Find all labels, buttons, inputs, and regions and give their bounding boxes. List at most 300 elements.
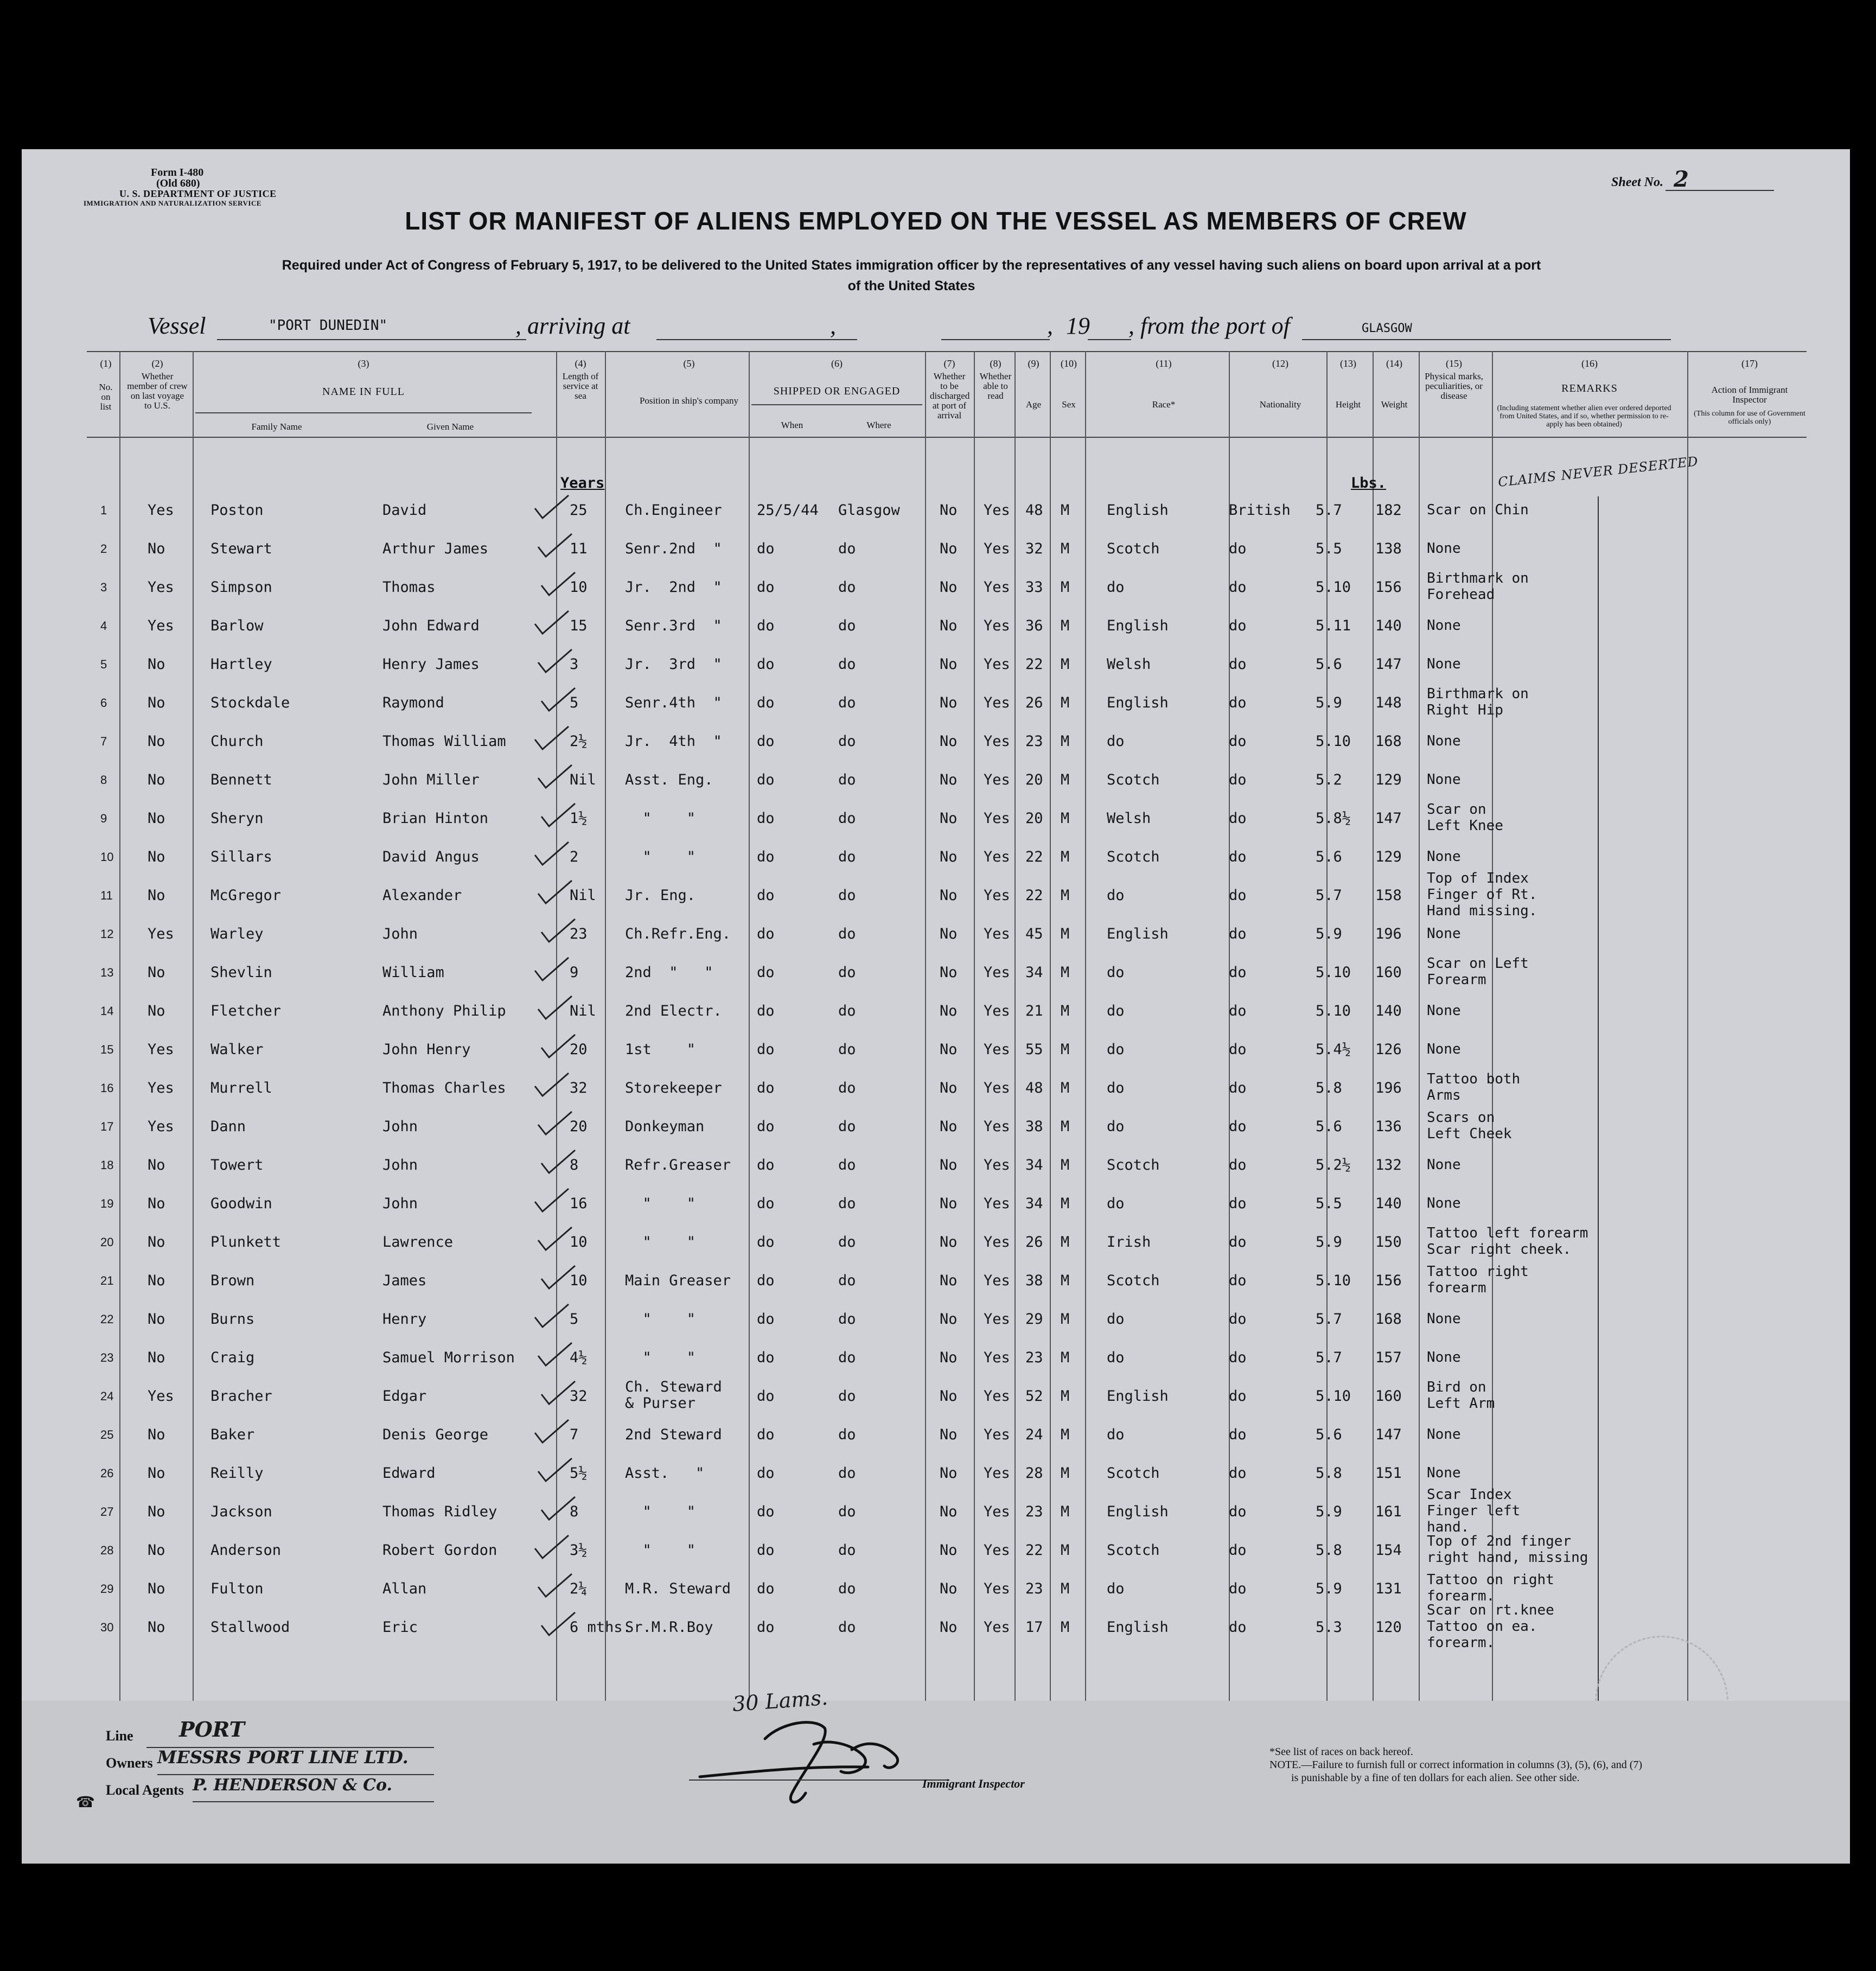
- family-name-cell: Fletcher: [210, 1003, 282, 1019]
- sex-cell: M: [1061, 617, 1070, 634]
- height-cell: 5.10: [1316, 1272, 1351, 1289]
- agents-underline: [193, 1801, 434, 1802]
- discharged-cell: No: [940, 1388, 958, 1405]
- check-mark-icon: [531, 492, 574, 525]
- position-cell: 2nd " ": [625, 964, 713, 981]
- shipped-when-cell: do: [757, 1465, 775, 1482]
- remarks-bracket-line: [1598, 496, 1599, 1809]
- race-cell: do: [1107, 1080, 1125, 1096]
- weight-cell: 151: [1375, 1465, 1402, 1482]
- column-number: (5): [683, 358, 695, 369]
- prev-voyage-cell: No: [148, 1157, 165, 1173]
- prev-voyage-cell: No: [148, 1619, 165, 1636]
- shipped-where-cell: do: [838, 964, 856, 981]
- height-cell: 5.9: [1316, 1234, 1342, 1251]
- column-number: (6): [831, 358, 843, 369]
- service-length-cell: 5: [570, 694, 579, 711]
- age-cell: 23: [1025, 1503, 1043, 1520]
- shipped-where-cell: do: [838, 1272, 856, 1289]
- given-name-cell: Thomas: [382, 579, 436, 596]
- service-length-cell: 16: [570, 1195, 588, 1212]
- column-header: Sex: [1062, 399, 1076, 410]
- discharged-cell: No: [940, 1272, 958, 1289]
- age-cell: 32: [1025, 540, 1043, 557]
- physical-marks-cell: Top of 2nd finger right hand, missing: [1427, 1533, 1588, 1566]
- nationality-cell: do: [1229, 1118, 1247, 1135]
- nationality-cell: do: [1229, 1195, 1247, 1212]
- prev-voyage-cell: No: [148, 1426, 165, 1443]
- sex-cell: M: [1061, 1465, 1070, 1482]
- check-mark-icon: [531, 1301, 574, 1334]
- column-rule: [1014, 351, 1016, 1702]
- race-cell: English: [1107, 1619, 1169, 1636]
- discharged-cell: No: [940, 1195, 958, 1212]
- shipped-when-cell: do: [757, 579, 775, 596]
- owners-label: Owners: [106, 1755, 153, 1771]
- family-name-cell: Barlow: [210, 617, 264, 634]
- column-header: Whether member of crew on last voyage to U.S.: [127, 371, 188, 411]
- nationality-cell: do: [1229, 926, 1247, 942]
- nationality-cell: do: [1229, 1041, 1247, 1058]
- shipped-when-cell: 25/5/44: [757, 502, 819, 519]
- service-length-cell: 10: [570, 579, 588, 596]
- sex-cell: M: [1061, 1388, 1070, 1405]
- position-cell: Ch.Refr.Eng.: [625, 926, 731, 942]
- race-cell: English: [1107, 1503, 1169, 1520]
- check-mark-icon: [537, 1262, 580, 1295]
- column-number: (13): [1340, 358, 1356, 369]
- prev-voyage-cell: No: [148, 1465, 165, 1482]
- year-comma: ,: [1047, 312, 1053, 339]
- prev-voyage-cell: Yes: [148, 1388, 174, 1405]
- position-cell: Senr.2nd ": [625, 540, 722, 557]
- given-name-cell: Anthony Philip: [382, 1003, 506, 1019]
- discharged-cell: No: [940, 1426, 958, 1443]
- row-number: 27: [100, 1505, 114, 1519]
- sex-cell: M: [1061, 887, 1070, 904]
- service-length-cell: 8: [570, 1503, 579, 1520]
- given-name-cell: Edgar: [382, 1388, 427, 1405]
- shipped-where-cell: do: [838, 1580, 856, 1597]
- physical-marks-cell: None: [1427, 926, 1461, 942]
- able-to-read-cell: Yes: [984, 771, 1010, 788]
- weight-cell: 160: [1375, 964, 1402, 981]
- race-cell: Welsh: [1107, 656, 1151, 673]
- weight-cell: 140: [1375, 617, 1402, 634]
- age-cell: 26: [1025, 694, 1043, 711]
- where-subheader: Where: [866, 420, 891, 430]
- shipped-when-cell: do: [757, 1542, 775, 1559]
- age-cell: 34: [1025, 1157, 1043, 1173]
- shipped-when-cell: do: [757, 617, 775, 634]
- row-number: 15: [100, 1043, 114, 1056]
- able-to-read-cell: Yes: [984, 502, 1010, 519]
- action-note: (This column for use of Government officials only): [1694, 410, 1805, 426]
- age-cell: 48: [1025, 1080, 1043, 1096]
- age-cell: 23: [1025, 733, 1043, 750]
- family-name-cell: Sheryn: [210, 810, 264, 827]
- age-cell: 45: [1025, 926, 1043, 942]
- prev-voyage-cell: No: [148, 733, 165, 750]
- sex-cell: M: [1061, 1503, 1070, 1520]
- discharged-cell: No: [940, 1157, 958, 1173]
- column-number: (3): [358, 358, 369, 369]
- nationality-cell: do: [1229, 1234, 1247, 1251]
- prev-voyage-cell: Yes: [148, 1041, 174, 1058]
- prev-voyage-cell: Yes: [148, 1080, 174, 1096]
- row-number: 10: [100, 850, 114, 864]
- year-prefix: 19: [1066, 312, 1090, 339]
- sex-cell: M: [1061, 1619, 1070, 1636]
- given-name-cell: Robert Gordon: [382, 1542, 497, 1559]
- age-cell: 26: [1025, 1234, 1043, 1251]
- family-name-cell: Baker: [210, 1426, 255, 1443]
- nationality-cell: do: [1229, 1503, 1247, 1520]
- position-cell: Ch.Engineer: [625, 502, 722, 519]
- family-name-cell: Sillars: [210, 849, 272, 865]
- height-cell: 5.8½: [1316, 810, 1351, 827]
- check-mark-icon: [531, 1532, 574, 1565]
- able-to-read-cell: Yes: [984, 1080, 1010, 1096]
- race-cell: do: [1107, 1118, 1125, 1135]
- check-mark-icon: [531, 608, 574, 640]
- position-cell: 2nd Steward: [625, 1426, 722, 1443]
- from-port-label: , from the port of: [1128, 312, 1290, 339]
- age-cell: 52: [1025, 1388, 1043, 1405]
- column-rule: [1050, 351, 1051, 1702]
- family-name-cell: Stallwood: [210, 1619, 290, 1636]
- weight-cell: 196: [1375, 926, 1402, 942]
- given-name-cell: David Angus: [382, 849, 480, 865]
- given-name-cell: Edward: [382, 1465, 436, 1482]
- able-to-read-cell: Yes: [984, 1426, 1010, 1443]
- physical-marks-cell: Scar on Left Knee: [1427, 801, 1503, 834]
- check-mark-icon: [537, 1609, 580, 1642]
- check-mark-icon: [537, 916, 580, 948]
- height-cell: 5.7: [1316, 1349, 1342, 1366]
- inspector-label: Immigrant Inspector: [922, 1777, 1025, 1790]
- prev-voyage-cell: No: [148, 1580, 165, 1597]
- row-number: 20: [100, 1235, 114, 1249]
- check-mark-icon: [531, 1070, 574, 1102]
- weight-cell: 147: [1375, 656, 1402, 673]
- sex-cell: M: [1061, 1311, 1070, 1328]
- weight-cell: 126: [1375, 1041, 1402, 1058]
- shipped-where-cell: do: [838, 579, 856, 596]
- sex-cell: M: [1061, 1118, 1070, 1135]
- service-length-cell: 20: [570, 1118, 588, 1135]
- age-cell: 38: [1025, 1272, 1043, 1289]
- nationality-cell: do: [1229, 810, 1247, 827]
- service-length-cell: 8: [570, 1157, 579, 1173]
- check-mark-icon: [537, 1031, 580, 1064]
- given-name-cell: Raymond: [382, 694, 444, 711]
- family-name-cell: Brown: [210, 1272, 255, 1289]
- age-cell: 55: [1025, 1041, 1043, 1058]
- shipped-where-cell: do: [838, 694, 856, 711]
- shipped-when-cell: do: [757, 1349, 775, 1366]
- race-cell: do: [1107, 1349, 1125, 1366]
- able-to-read-cell: Yes: [984, 1195, 1010, 1212]
- able-to-read-cell: Yes: [984, 1388, 1010, 1405]
- age-cell: 22: [1025, 1542, 1043, 1559]
- age-cell: 24: [1025, 1426, 1043, 1443]
- service-length-cell: 9: [570, 964, 579, 981]
- sex-cell: M: [1061, 1003, 1070, 1019]
- age-cell: 23: [1025, 1580, 1043, 1597]
- column-header: No. on list: [99, 382, 113, 412]
- given-name-cell: John Miller: [382, 771, 480, 788]
- shipped-when-cell: do: [757, 810, 775, 827]
- weight-cell: 136: [1375, 1118, 1402, 1135]
- discharged-cell: No: [940, 1080, 958, 1096]
- family-name-cell: Craig: [210, 1349, 255, 1366]
- position-cell: 1st ": [625, 1041, 696, 1058]
- prev-voyage-cell: No: [148, 540, 165, 557]
- able-to-read-cell: Yes: [984, 964, 1010, 981]
- able-to-read-cell: Yes: [984, 810, 1010, 827]
- discharged-cell: No: [940, 1542, 958, 1559]
- check-mark-icon: [531, 954, 574, 987]
- column-number: (17): [1741, 358, 1758, 369]
- check-mark-icon: [534, 993, 577, 1025]
- nationality-cell: do: [1229, 656, 1247, 673]
- height-cell: 5.8: [1316, 1465, 1342, 1482]
- shipped-when-cell: do: [757, 1195, 775, 1212]
- column-number: (16): [1581, 358, 1598, 369]
- department-name: U. S. DEPARTMENT OF JUSTICE: [119, 188, 277, 199]
- given-name-cell: Samuel Morrison: [382, 1349, 515, 1366]
- column-header: Physical marks, peculiarities, or disease: [1425, 371, 1483, 401]
- given-name-cell: William: [382, 964, 444, 981]
- nationality-cell: do: [1229, 1542, 1247, 1559]
- manifest-subtitle-line1: Required under Act of Congress of February 5, 1917, to be delivered to the United States immigration officer by the representatives of any vessel having such aliens on board upon arrival at a port: [282, 258, 1541, 273]
- position-cell: M.R. Steward: [625, 1580, 731, 1597]
- able-to-read-cell: Yes: [984, 656, 1010, 673]
- column-rule: [1419, 351, 1420, 1702]
- check-mark-icon: [534, 1455, 577, 1488]
- family-name-cell: Murrell: [210, 1080, 272, 1096]
- shipped-when-cell: do: [757, 771, 775, 788]
- row-number: 11: [100, 889, 113, 902]
- row-number: 19: [100, 1197, 114, 1210]
- shipped-when-cell: do: [757, 1426, 775, 1443]
- prev-voyage-cell: Yes: [148, 1118, 174, 1135]
- able-to-read-cell: Yes: [984, 1311, 1010, 1328]
- family-name-cell: Poston: [210, 502, 264, 519]
- column-number: (14): [1386, 358, 1402, 369]
- position-cell: Asst. Eng.: [625, 771, 713, 788]
- nationality-cell: do: [1229, 1272, 1247, 1289]
- physical-marks-cell: Birthmark on Forehead: [1427, 570, 1529, 603]
- race-cell: do: [1107, 1426, 1125, 1443]
- nationality-cell: do: [1229, 964, 1247, 981]
- nationality-cell: do: [1229, 887, 1247, 904]
- nationality-cell: do: [1229, 1311, 1247, 1328]
- height-cell: 5.7: [1316, 1311, 1342, 1328]
- discharged-cell: No: [940, 617, 958, 634]
- able-to-read-cell: Yes: [984, 617, 1010, 634]
- family-name-cell: Dann: [210, 1118, 246, 1135]
- column-number: (7): [943, 358, 955, 369]
- service-length-cell: 2¼: [570, 1580, 588, 1597]
- shipped-when-cell: do: [757, 926, 775, 942]
- check-mark-icon: [537, 1378, 580, 1411]
- header-bottom-rule: [87, 437, 1807, 438]
- shipped-when-cell: do: [757, 1272, 775, 1289]
- able-to-read-cell: Yes: [984, 1272, 1010, 1289]
- position-cell: Jr. Eng.: [625, 887, 696, 904]
- prev-voyage-cell: No: [148, 1234, 165, 1251]
- vessel-name: "PORT DUNEDIN": [269, 317, 388, 334]
- shipped-where-cell: do: [838, 926, 856, 942]
- shipped-when-cell: do: [757, 1118, 775, 1135]
- shipped-where-cell: do: [838, 887, 856, 904]
- shipped-when-cell: do: [757, 887, 775, 904]
- row-number: 17: [100, 1120, 114, 1133]
- race-cell: Scotch: [1107, 1272, 1160, 1289]
- given-name-cell: John: [382, 1195, 418, 1212]
- weight-cell: 120: [1375, 1619, 1402, 1636]
- family-name-cell: McGregor: [210, 887, 282, 904]
- physical-marks-cell: None: [1427, 1426, 1461, 1443]
- physical-marks-cell: None: [1427, 1041, 1461, 1057]
- races-note: *See list of races on back hereof.: [1269, 1746, 1413, 1758]
- given-name-cell: John: [382, 1118, 418, 1135]
- discharged-cell: No: [940, 1580, 958, 1597]
- agents-value: P. HENDERSON & Co.: [193, 1776, 392, 1795]
- position-cell: Ch. Steward & Purser: [625, 1379, 722, 1412]
- row-number: 21: [100, 1274, 114, 1287]
- discharged-cell: No: [940, 1003, 958, 1019]
- position-cell: 2nd Electr.: [625, 1003, 722, 1019]
- physical-marks-cell: None: [1427, 1465, 1461, 1481]
- prev-voyage-cell: No: [148, 694, 165, 711]
- check-mark-icon: [534, 531, 577, 563]
- given-name-cell: Thomas Ridley: [382, 1503, 497, 1520]
- check-mark-icon: [531, 1417, 574, 1449]
- physical-marks-cell: Scars on Left Cheek: [1427, 1109, 1512, 1142]
- sex-cell: M: [1061, 540, 1070, 557]
- check-mark-icon: [534, 1339, 577, 1372]
- family-name-cell: Hartley: [210, 656, 272, 673]
- able-to-read-cell: Yes: [984, 540, 1010, 557]
- race-cell: do: [1107, 1195, 1125, 1212]
- column-number: (10): [1061, 358, 1077, 369]
- age-cell: 33: [1025, 579, 1043, 596]
- shipped-where-cell: do: [838, 771, 856, 788]
- sheet-number-underline: [1666, 190, 1774, 191]
- age-cell: 38: [1025, 1118, 1043, 1135]
- inspector-underline: [689, 1779, 949, 1781]
- from-port-underline: [1302, 339, 1671, 340]
- position-cell: " ": [625, 1311, 696, 1328]
- position-cell: Storekeeper: [625, 1080, 722, 1096]
- sex-cell: M: [1061, 926, 1070, 942]
- age-cell: 22: [1025, 656, 1043, 673]
- manifest-subtitle-line2: of the United States: [847, 278, 975, 294]
- form-old-number: (Old 680): [156, 177, 200, 189]
- physical-marks-cell: Birthmark on Right Hip: [1427, 686, 1529, 718]
- given-name-cell: Eric: [382, 1619, 418, 1636]
- weight-cell: 158: [1375, 887, 1402, 904]
- check-mark-icon: [531, 1185, 574, 1218]
- discharged-cell: No: [940, 656, 958, 673]
- prev-voyage-cell: Yes: [148, 502, 174, 519]
- sex-cell: M: [1061, 1542, 1070, 1559]
- discharged-cell: No: [940, 1503, 958, 1520]
- header-top-rule: [87, 351, 1807, 352]
- shipped-when-cell: do: [757, 1041, 775, 1058]
- given-name-cell: John Henry: [382, 1041, 471, 1058]
- prev-voyage-cell: No: [148, 1311, 165, 1328]
- physical-marks-cell: Top of Index Finger of Rt. Hand missing.: [1427, 870, 1537, 919]
- age-cell: 48: [1025, 502, 1043, 519]
- row-number: 4: [100, 619, 107, 633]
- family-name-cell: Jackson: [210, 1503, 272, 1520]
- discharged-cell: No: [940, 579, 958, 596]
- column-header: Age: [1025, 399, 1042, 410]
- form-number: Form I-480: [151, 167, 204, 178]
- age-cell: 22: [1025, 849, 1043, 865]
- phone-icon: ☎: [76, 1793, 95, 1811]
- height-cell: 5.7: [1316, 502, 1342, 519]
- race-cell: do: [1107, 733, 1125, 750]
- service-length-cell: Nil: [570, 1003, 596, 1019]
- physical-marks-cell: Scar Index Finger left hand.: [1427, 1487, 1521, 1535]
- penalty-note-1: NOTE.—Failure to furnish full or correct information in columns (3), (5), (6), and (7): [1269, 1759, 1643, 1771]
- column-number: (12): [1272, 358, 1288, 369]
- shipped-when-cell: do: [757, 1234, 775, 1251]
- column-header: Action of Immigrant Inspector: [1711, 385, 1788, 405]
- column-rule: [749, 351, 750, 1702]
- prev-voyage-cell: No: [148, 810, 165, 827]
- column-header: Whether able to read: [979, 371, 1012, 401]
- owners-value: MESSRS PORT LINE LTD.: [157, 1747, 409, 1768]
- family-name-cell: Fulton: [210, 1580, 264, 1597]
- nationality-cell: do: [1229, 1465, 1247, 1482]
- position-cell: Sr.M.R.Boy: [625, 1619, 713, 1636]
- physical-marks-cell: Scar on rt.knee Tattoo on ea. forearm.: [1427, 1602, 1554, 1651]
- vessel-underline: [217, 339, 526, 340]
- race-cell: Scotch: [1107, 1542, 1160, 1559]
- weight-cell: 132: [1375, 1157, 1402, 1173]
- family-name-cell: Plunkett: [210, 1234, 282, 1251]
- shipped-when-cell: do: [757, 1619, 775, 1636]
- row-number: 23: [100, 1351, 114, 1364]
- shipped-where-cell: do: [838, 1388, 856, 1405]
- race-cell: do: [1107, 887, 1125, 904]
- column-number: (8): [990, 358, 1001, 369]
- able-to-read-cell: Yes: [984, 1041, 1010, 1058]
- prev-voyage-cell: No: [148, 887, 165, 904]
- position-cell: " ": [625, 1542, 696, 1559]
- age-cell: 23: [1025, 1349, 1043, 1366]
- sex-cell: M: [1061, 733, 1070, 750]
- able-to-read-cell: Yes: [984, 1465, 1010, 1482]
- discharged-cell: No: [940, 733, 958, 750]
- physical-marks-cell: None: [1427, 1003, 1461, 1019]
- race-cell: do: [1107, 1311, 1125, 1328]
- row-number: 7: [100, 735, 107, 748]
- row-number: 12: [100, 927, 114, 941]
- row-number: 9: [100, 812, 107, 825]
- height-cell: 5.6: [1316, 1426, 1342, 1443]
- weight-cell: 147: [1375, 810, 1402, 827]
- able-to-read-cell: Yes: [984, 1157, 1010, 1173]
- able-to-read-cell: Yes: [984, 1542, 1010, 1559]
- sex-cell: M: [1061, 849, 1070, 865]
